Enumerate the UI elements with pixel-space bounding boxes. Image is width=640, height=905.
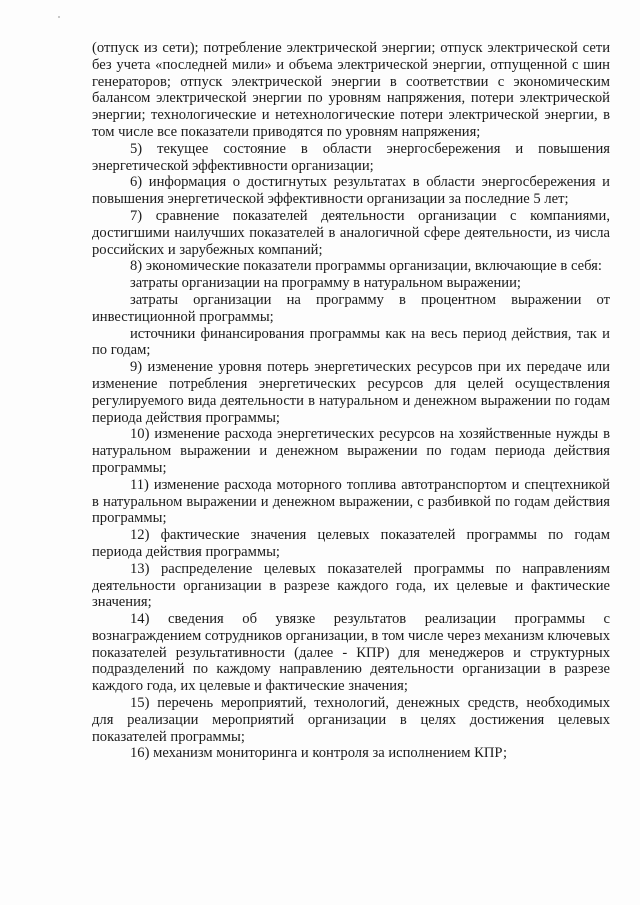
sub-item-costs-natural: затраты организации на программу в натуральном выражении; [130,275,521,292]
list-item-13: 13) распределение целевых показателей программы по направлениям деятельности организации в разрезе каждого года, их целевые и фактические значения; [92,560,610,611]
list-item-15: 15) перечень мероприятий, технологий, денежных средств, необходимых для реализации мероприятий организации в целях достижения целевых показателей программы; [92,695,610,745]
list-item-14: 14) сведения об увязке результатов реализации программы с вознаграждением сотрудников организации, в том числе через механизм ключевых показателей результативности (далее - КПР) для менеджеров и структурных подразделений по каждому направлению деятельности организации в разрезе каждого года, их целевые и фактические значения; [92,611,610,695]
list-item-7: 7) сравнение показателей деятельности организации с компаниями, достигшими наилучших показателей в аналогичной сфере деятельности, из числа российских и зарубежных компаний; [92,207,610,258]
scan-speck [58,16,60,18]
document-body [92,40,610,762]
list-item-9: 9) изменение уровня потерь энергетических ресурсов при их передаче или изменение потребления энергетических ресурсов для целей осуществления регулируемого вида деятельности в натуральном и денежном выражении по годам периода действия программы; [92,359,610,426]
list-item-5: 5) текущее состояние в области энергосбережения и повышения энергетической эффективности организации; [92,140,610,174]
list-item-12: 12) фактические значения целевых показателей программы по годам периода действия программы; [92,527,610,560]
list-item-10: 10) изменение расхода энергетических ресурсов на хозяйственные нужды в натуральном выражении и денежном выражении по годам периода действия программы; [92,426,610,476]
sub-item-funding-sources: источники финансирования программы как на весь период действия, так и по годам; [92,325,610,359]
sub-item-costs-percent: затраты организации на программу в процентном выражении от инвестиционной программы; [92,291,610,325]
list-item-6: 6) информация о достигнутых результатах в области энергосбережения и повышения энергетической эффективности организации за последние 5 лет; [92,174,610,208]
paragraph-continuation: (отпуск из сети); потребление электрической энергии; отпуск электрической сети без учета «последней мили» и объема электрической энергии, отпущенной с шин генераторов; отпуск электрической энергии в соответствии с экономическим балансом электрической энергии по уровням напряжения, потери электрической энергии; технологические и нетехнологические потери электрической энергии, в том числе все показатели приводятся по уровням напряжения; [92,40,610,140]
list-item-11: 11) изменение расхода моторного топлива автотранспортом и спецтехникой в натуральном выражении и денежном выражении, с разбивкой по годам действия программы; [92,476,610,527]
list-item-16: 16) механизм мониторинга и контроля за исполнением КПР; [130,745,508,762]
list-item-8: 8) экономические показатели программы организации, включающие в себя: [130,258,602,275]
